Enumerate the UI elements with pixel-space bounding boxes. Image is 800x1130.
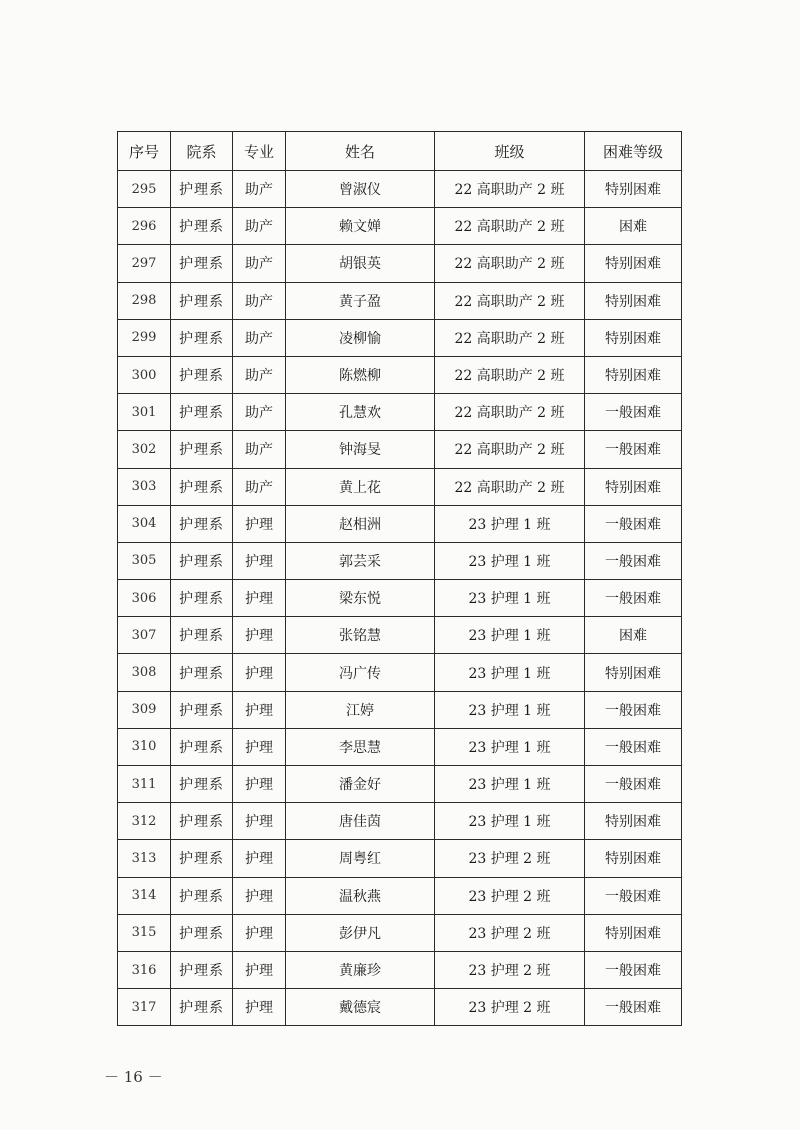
cell-major: 护理 [233, 989, 286, 1026]
cell-major: 助产 [233, 208, 286, 245]
cell-class: 23 护理 1 班 [435, 654, 585, 691]
table-row [118, 877, 682, 914]
cell-major: 助产 [233, 171, 286, 208]
cell-difficulty-level: 一般困难 [585, 431, 682, 468]
cell-index: 303 [118, 468, 171, 505]
cell-index: 310 [118, 728, 171, 765]
cell-class: 23 护理 1 班 [435, 617, 585, 654]
table-row [118, 803, 682, 840]
cell-difficulty-level: 一般困难 [585, 542, 682, 579]
cell-department: 护理系 [171, 877, 233, 914]
cell-major: 护理 [233, 542, 286, 579]
cell-difficulty-level: 一般困难 [585, 951, 682, 988]
cell-department: 护理系 [171, 989, 233, 1026]
table-row [118, 840, 682, 877]
cell-department: 护理系 [171, 431, 233, 468]
cell-name: 郭芸采 [286, 542, 435, 579]
cell-class: 22 高职助产 2 班 [435, 245, 585, 282]
cell-index: 306 [118, 580, 171, 617]
cell-class: 23 护理 1 班 [435, 691, 585, 728]
cell-name: 凌柳愉 [286, 319, 435, 356]
cell-class: 23 护理 2 班 [435, 989, 585, 1026]
cell-major: 护理 [233, 914, 286, 951]
cell-difficulty-level: 特别困难 [585, 319, 682, 356]
table-row [118, 691, 682, 728]
cell-index: 311 [118, 766, 171, 803]
cell-index: 295 [118, 171, 171, 208]
cell-name: 孔慧欢 [286, 394, 435, 431]
cell-difficulty-level: 特别困难 [585, 914, 682, 951]
table-row [118, 951, 682, 988]
cell-index: 300 [118, 356, 171, 393]
header-name: 姓名 [286, 132, 435, 171]
cell-class: 23 护理 2 班 [435, 840, 585, 877]
cell-name: 黄廉珍 [286, 951, 435, 988]
table-row [118, 654, 682, 691]
cell-index: 314 [118, 877, 171, 914]
cell-major: 护理 [233, 505, 286, 542]
header-major: 专业 [233, 132, 286, 171]
cell-name: 潘金好 [286, 766, 435, 803]
cell-name: 张铭慧 [286, 617, 435, 654]
cell-class: 23 护理 2 班 [435, 951, 585, 988]
cell-name: 温秋燕 [286, 877, 435, 914]
cell-department: 护理系 [171, 282, 233, 319]
cell-department: 护理系 [171, 840, 233, 877]
cell-class: 23 护理 1 班 [435, 505, 585, 542]
table-row [118, 245, 682, 282]
cell-department: 护理系 [171, 245, 233, 282]
cell-difficulty-level: 一般困难 [585, 728, 682, 765]
cell-department: 护理系 [171, 766, 233, 803]
table-row [118, 282, 682, 319]
cell-major: 护理 [233, 654, 286, 691]
table-row [118, 468, 682, 505]
cell-class: 23 护理 1 班 [435, 728, 585, 765]
header-class: 班级 [435, 132, 585, 171]
cell-difficulty-level: 特别困难 [585, 282, 682, 319]
table-row [118, 617, 682, 654]
cell-index: 302 [118, 431, 171, 468]
cell-name: 钟海旻 [286, 431, 435, 468]
cell-class: 22 高职助产 2 班 [435, 431, 585, 468]
table-header-row [118, 132, 682, 171]
cell-department: 护理系 [171, 394, 233, 431]
cell-difficulty-level: 一般困难 [585, 766, 682, 803]
cell-difficulty-level: 一般困难 [585, 505, 682, 542]
header-difficulty-level: 困难等级 [585, 132, 682, 171]
cell-difficulty-level: 特别困难 [585, 803, 682, 840]
cell-name: 曾淑仪 [286, 171, 435, 208]
cell-major: 助产 [233, 319, 286, 356]
cell-name: 黄子盈 [286, 282, 435, 319]
cell-major: 助产 [233, 245, 286, 282]
table-row [118, 394, 682, 431]
cell-class: 22 高职助产 2 班 [435, 356, 585, 393]
cell-major: 助产 [233, 468, 286, 505]
cell-index: 299 [118, 319, 171, 356]
cell-class: 23 护理 1 班 [435, 580, 585, 617]
cell-class: 22 高职助产 2 班 [435, 171, 585, 208]
cell-name: 李思慧 [286, 728, 435, 765]
cell-department: 护理系 [171, 803, 233, 840]
cell-index: 301 [118, 394, 171, 431]
cell-difficulty-level: 一般困难 [585, 580, 682, 617]
header-department: 院系 [171, 132, 233, 171]
table-row [118, 766, 682, 803]
cell-department: 护理系 [171, 617, 233, 654]
cell-name: 唐佳茵 [286, 803, 435, 840]
header-index: 序号 [118, 132, 171, 171]
cell-class: 22 高职助产 2 班 [435, 468, 585, 505]
cell-name: 赖文婵 [286, 208, 435, 245]
cell-difficulty-level: 特别困难 [585, 840, 682, 877]
cell-class: 22 高职助产 2 班 [435, 282, 585, 319]
cell-difficulty-level: 一般困难 [585, 877, 682, 914]
cell-name: 梁东悦 [286, 580, 435, 617]
cell-name: 江婷 [286, 691, 435, 728]
cell-name: 胡银英 [286, 245, 435, 282]
cell-name: 周粤红 [286, 840, 435, 877]
table-row [118, 989, 682, 1026]
cell-major: 助产 [233, 356, 286, 393]
cell-index: 317 [118, 989, 171, 1026]
cell-major: 护理 [233, 766, 286, 803]
cell-index: 296 [118, 208, 171, 245]
cell-department: 护理系 [171, 505, 233, 542]
cell-class: 22 高职助产 2 班 [435, 394, 585, 431]
table-row [118, 319, 682, 356]
cell-index: 316 [118, 951, 171, 988]
cell-name: 赵相洲 [286, 505, 435, 542]
cell-department: 护理系 [171, 542, 233, 579]
cell-difficulty-level: 特别困难 [585, 654, 682, 691]
cell-name: 戴德宸 [286, 989, 435, 1026]
cell-name: 彭伊凡 [286, 914, 435, 951]
cell-class: 23 护理 2 班 [435, 877, 585, 914]
cell-index: 315 [118, 914, 171, 951]
cell-class: 23 护理 1 班 [435, 803, 585, 840]
cell-index: 304 [118, 505, 171, 542]
cell-difficulty-level: 一般困难 [585, 394, 682, 431]
cell-index: 312 [118, 803, 171, 840]
cell-index: 313 [118, 840, 171, 877]
cell-index: 298 [118, 282, 171, 319]
cell-major: 护理 [233, 877, 286, 914]
cell-major: 助产 [233, 394, 286, 431]
cell-department: 护理系 [171, 319, 233, 356]
cell-department: 护理系 [171, 356, 233, 393]
student-roster-table [117, 131, 682, 1026]
cell-department: 护理系 [171, 728, 233, 765]
cell-index: 305 [118, 542, 171, 579]
cell-department: 护理系 [171, 951, 233, 988]
cell-department: 护理系 [171, 691, 233, 728]
cell-major: 助产 [233, 431, 286, 468]
cell-difficulty-level: 特别困难 [585, 468, 682, 505]
cell-index: 307 [118, 617, 171, 654]
cell-name: 冯广传 [286, 654, 435, 691]
cell-class: 23 护理 2 班 [435, 914, 585, 951]
cell-major: 护理 [233, 951, 286, 988]
cell-major: 护理 [233, 580, 286, 617]
table-row [118, 728, 682, 765]
cell-department: 护理系 [171, 654, 233, 691]
cell-difficulty-level: 特别困难 [585, 356, 682, 393]
cell-difficulty-level: 一般困难 [585, 989, 682, 1026]
table-row [118, 171, 682, 208]
cell-difficulty-level: 困难 [585, 208, 682, 245]
cell-index: 308 [118, 654, 171, 691]
table-row [118, 580, 682, 617]
cell-department: 护理系 [171, 171, 233, 208]
table-row [118, 208, 682, 245]
cell-index: 309 [118, 691, 171, 728]
cell-index: 297 [118, 245, 171, 282]
cell-major: 护理 [233, 728, 286, 765]
cell-name: 黄上花 [286, 468, 435, 505]
cell-major: 护理 [233, 803, 286, 840]
table-row [118, 914, 682, 951]
table-row [118, 431, 682, 468]
cell-name: 陈燃柳 [286, 356, 435, 393]
table-body [118, 171, 682, 1026]
cell-department: 护理系 [171, 208, 233, 245]
cell-class: 22 高职助产 2 班 [435, 208, 585, 245]
cell-difficulty-level: 特别困难 [585, 245, 682, 282]
cell-major: 护理 [233, 840, 286, 877]
cell-difficulty-level: 一般困难 [585, 691, 682, 728]
table-row [118, 542, 682, 579]
cell-major: 助产 [233, 282, 286, 319]
cell-major: 护理 [233, 691, 286, 728]
cell-department: 护理系 [171, 468, 233, 505]
cell-department: 护理系 [171, 914, 233, 951]
cell-difficulty-level: 特别困难 [585, 171, 682, 208]
cell-class: 22 高职助产 2 班 [435, 319, 585, 356]
cell-class: 23 护理 1 班 [435, 542, 585, 579]
page-number: － 16 － [104, 1068, 163, 1086]
cell-major: 护理 [233, 617, 286, 654]
cell-department: 护理系 [171, 580, 233, 617]
cell-class: 23 护理 1 班 [435, 766, 585, 803]
table-row [118, 356, 682, 393]
cell-difficulty-level: 困难 [585, 617, 682, 654]
table-row [118, 505, 682, 542]
